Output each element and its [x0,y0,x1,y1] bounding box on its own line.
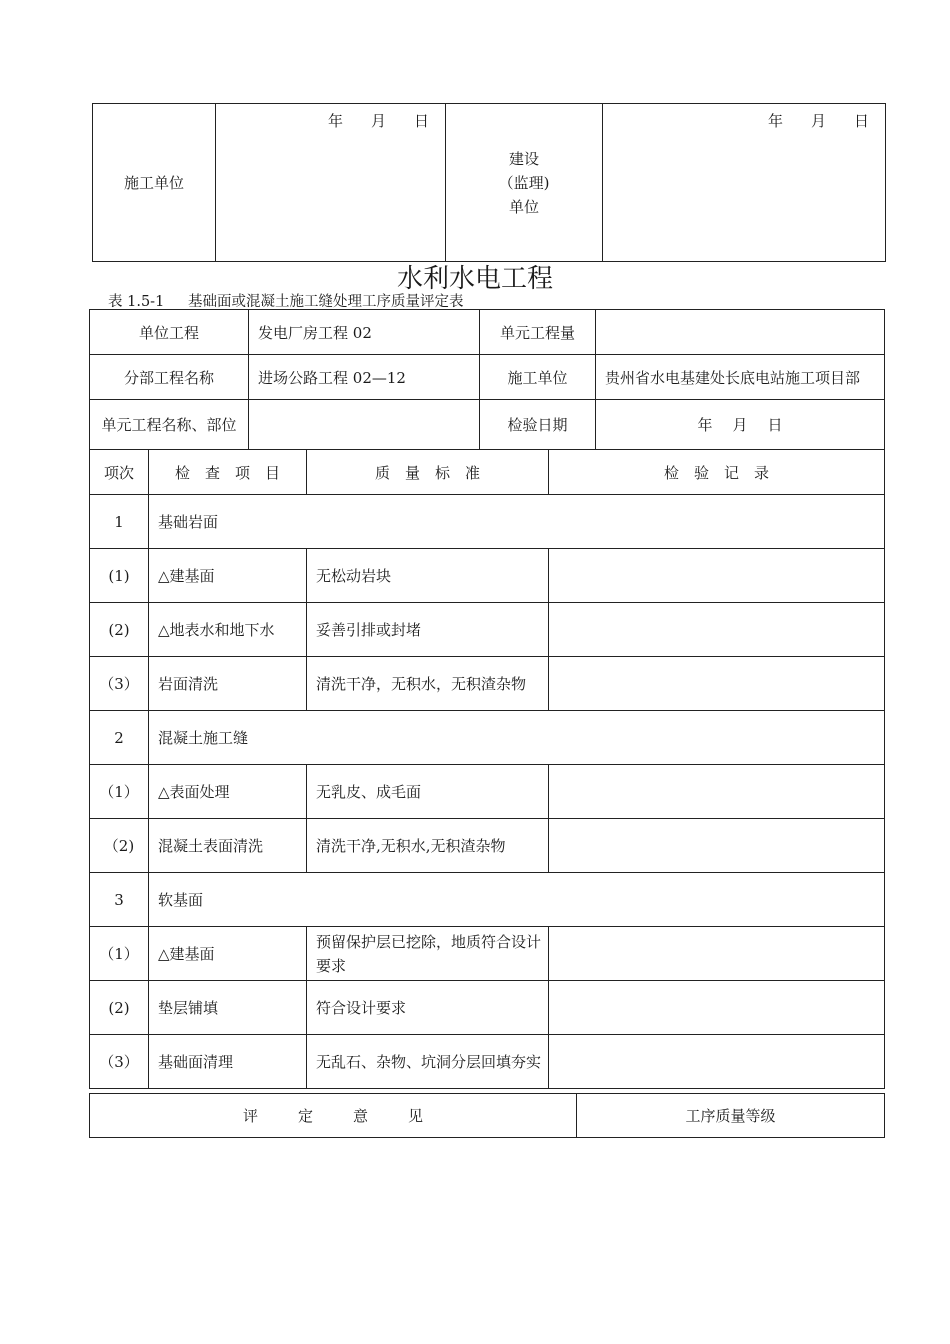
table-row [90,981,885,1035]
row-item: △建基面 [149,927,307,981]
table-row [90,603,885,657]
row-record[interactable] [549,1035,885,1089]
division-value[interactable]: 进场公路工程 02—12 [249,355,480,400]
table-number: 表 1.5-1 [108,294,165,310]
row-no: 3 [90,873,149,927]
col-header-no: 项次 [90,450,149,495]
construction-unit-label-2: 施工单位 [480,355,596,400]
signature-table [92,103,886,262]
row-item: 混凝土表面清洗 [149,819,307,873]
division-label: 分部工程名称 [90,355,249,400]
col-header-item: 检 查 项 目 [149,450,307,495]
row-no: （3） [90,657,149,711]
row-item: △表面处理 [149,765,307,819]
col-header-standard: 质 量 标 准 [307,450,549,495]
table-row [90,1035,885,1089]
page-title: 水利水电工程 [396,264,553,294]
row-record[interactable] [549,819,885,873]
inspection-date-value[interactable]: 年 月 日 [596,400,885,450]
evaluation-table [89,309,885,1089]
form-subtitle [108,290,464,311]
row-item: 基础面清理 [149,1035,307,1089]
row-no: （1） [90,927,149,981]
row-standard: 清洗干净,无积水,无积渣杂物 [307,819,549,873]
row-standard: 符合设计要求 [307,981,549,1035]
row-no: (2) [90,981,149,1035]
element-name-value[interactable] [249,400,480,450]
owner-unit-label: 建设 （监理) 单位 [446,104,603,262]
grade-label: 工序质量等级 [577,1094,885,1138]
row-item: △地表水和地下水 [149,603,307,657]
unit-quantity-value[interactable] [596,310,885,355]
row-record[interactable] [549,549,885,603]
row-no: （2) [90,819,149,873]
unit-project-value[interactable]: 发电厂房工程 02 [249,310,480,355]
col-header-record: 检 验 记 录 [549,450,885,495]
row-standard: 预留保护层已挖除，地质符合设计要求 [307,927,549,981]
row-item: △建基面 [149,549,307,603]
section-row [90,873,885,927]
row-no: 1 [90,495,149,549]
row-no: 2 [90,711,149,765]
construction-unit-sign-cell[interactable] [216,104,446,262]
inspection-date-label: 检验日期 [480,400,596,450]
unit-project-label: 单位工程 [90,310,249,355]
row-no: （1） [90,765,149,819]
section-title: 基础岩面 [149,495,885,549]
row-no: (2) [90,603,149,657]
row-standard: 无乱石、杂物、坑洞分层回填夯实 [307,1035,549,1089]
owner-unit-sign-cell[interactable] [603,104,886,262]
row-no: （3） [90,1035,149,1089]
table-row [90,765,885,819]
row-standard: 妥善引排或封堵 [307,603,549,657]
date-left: 年 月 日 [327,112,429,130]
section-row [90,711,885,765]
section-row [90,495,885,549]
row-item: 垫层铺填 [149,981,307,1035]
table-row [90,819,885,873]
row-standard: 无松动岩块 [307,549,549,603]
row-record[interactable] [549,927,885,981]
section-title: 软基面 [149,873,885,927]
construction-unit-label: 施工单位 [93,104,216,262]
row-standard: 清洗干净，无积水，无积渣杂物 [307,657,549,711]
row-standard: 无乳皮、成毛面 [307,765,549,819]
evaluation-footer [89,1093,885,1138]
date-right: 年 月 日 [767,112,869,130]
construction-unit-value[interactable]: 贵州省水电基建处长底电站施工项目部 [596,355,885,400]
row-item: 岩面清洗 [149,657,307,711]
element-name-label: 单元工程名称、部位 [90,400,249,450]
opinion-label: 评 定 意 见 [90,1094,577,1138]
row-no: (1) [90,549,149,603]
row-record[interactable] [549,603,885,657]
row-record[interactable] [549,981,885,1035]
unit-quantity-label: 单元工程量 [480,310,596,355]
row-record[interactable] [549,657,885,711]
table-row [90,657,885,711]
section-title: 混凝土施工缝 [149,711,885,765]
form-name: 基础面或混凝土施工缝处理工序质量评定表 [188,294,464,310]
table-row [90,549,885,603]
table-row [90,927,885,981]
row-record[interactable] [549,765,885,819]
